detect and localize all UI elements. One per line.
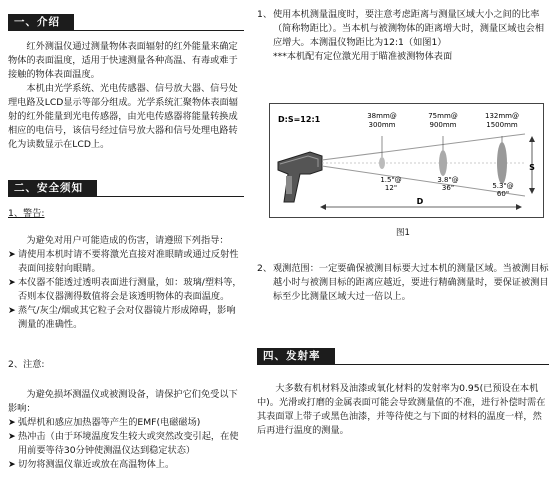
item-text: 观测范围：一定要确保被测目标要大过本机的测量区域。当被测目标越小时与被测目标的距离应越近，要进行精确测量时，要保证被测目标至少比测量区域大过一倍以上。 [273,263,549,302]
spot-1 [379,157,385,169]
section4-title: 四、发射率 [257,348,335,365]
item-text: 使用本机测量温度时，要注意考虑距离与测量区域大小之间的比率（简称物距比）。当本机与被测物体的距离增大时，测量区域也会相应增大。本测温仪物距比为12:1（如图1） [273,9,545,48]
item-number: 2、 [257,263,273,274]
section2-title: 二、安全须知 [8,180,97,197]
list-item: ➤ 热冲击（由于环境温度发生较大或突然改变引起，在使用前要等待30分钟使测温仪达到稳定状态） [8,431,239,456]
list-item: ➤ 弧焊机和感应加热器等产生的EMF(电磁磁场) [8,417,201,428]
spot-1-dist-in: 12" [384,184,398,192]
spot-2-dist-in: 36" [441,184,455,192]
section2-rule [8,196,244,197]
s-dimension-label: S [529,163,535,172]
list-item: ➤ 蒸气/灰尘/烟或其它粒子会对仪器镜片形成障碍，影响测量的准确性。 [8,305,236,330]
d-dimension-label: D [416,197,424,206]
spot-3-dist-in: 60" [496,190,510,198]
section4-heading [257,348,549,365]
section1-heading [8,14,244,31]
spot-3-size-in: 5.3"@ [492,182,514,190]
spot-2-size-in: 3.8"@ [437,176,459,184]
emissivity-paragraph: 大多数有机材料及油漆或氧化材料的发射率为0.95(已预设在本机中)。光滑或打磨的金属表面可能会导致测量值的不准，进行补偿时需在其表面罩上带子或黑色油漆，并等待使之与下面的材料的温度一样，然后再进行温度的测量。 [257,383,546,436]
spot-2 [439,150,447,176]
section2-heading [8,180,244,197]
ds-ratio-label: D:S=12:1 [278,115,321,124]
list-item: ➤ 请使用本机时请不要将激光直接对准眼睛或通过反射性表面间接射向眼睛。 [8,249,239,274]
spot-1-size-mm: 38mm@ [367,112,397,120]
spot-3-size-mm: 132mm@ [485,112,519,120]
note-list [8,416,244,472]
distance-to-spot-figure [269,103,544,218]
section1-rule [8,30,244,31]
usage-item-1 [257,8,549,64]
thermometer-icon [278,152,322,202]
spot-3-dist-mm: 1500mm [486,121,518,129]
spot-1-size-in: 1.5"@ [380,176,402,184]
spot-3 [497,142,507,184]
note-intro: 为避免损坏测温仪或被测设备，请保护它们免受以下影响： [8,389,238,414]
list-item: ➤ 本仪器不能透过透明表面进行测量，如：玻璃/塑料等，否则本仪器测得数值将会是该透明物体的表面温度。 [8,277,242,302]
warning-heading: 1、警告: [8,208,45,219]
warning-list [8,248,244,332]
section4-rule [257,364,549,365]
intro-paragraph-1: 红外测温仪通过测量物体表面辐射的红外能量来确定物体的表面温度，适用于快速测量各种高温、有毒或难于接触的物体表面温度。 [8,41,238,80]
note-heading: 2、注意: [8,359,45,370]
figure-drawing [270,104,543,217]
section1-title: 一、介绍 [8,14,74,31]
laser-note: ***本机配有定位激光用于瞄准被测物体表面 [273,51,453,62]
usage-item-2 [257,262,549,304]
spot-1-dist-mm: 300mm [368,121,396,129]
intro-paragraph-2: 本机由光学系统、光电传感器、信号放大器、信号处理电路及LCD显示等部分组成。光学系统汇聚物体表面辐射的红外能量到光电传感器，由光电传感器将能量转换成相应的电信号，该信号经过信号放大器和信号处理电路转化为读数显示在LCD上。 [8,83,238,150]
item-number: 1、 [257,9,273,20]
figure-caption: 图1 [396,228,410,238]
warning-intro: 为避免对用户可能造成的伤害，请遵照下列指导： [26,235,229,246]
list-item: ➤ 切勿将测温仪靠近或放在高温物体上。 [8,459,175,470]
spot-2-size-mm: 75mm@ [428,112,458,120]
spot-2-dist-mm: 900mm [429,121,457,129]
